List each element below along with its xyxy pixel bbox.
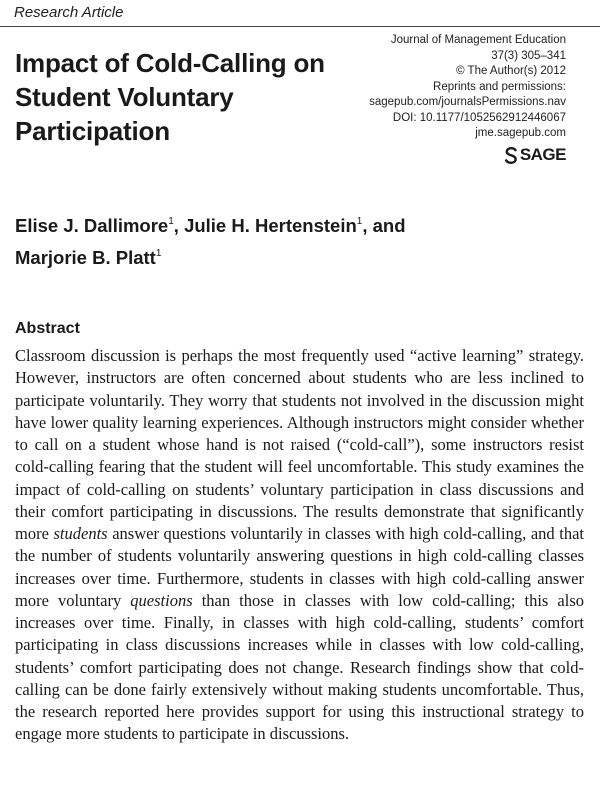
reprints-link[interactable]: sagepub.com/journalsPermissions.nav bbox=[369, 96, 566, 108]
section-label: Research Article bbox=[14, 4, 124, 21]
abstract-segment: answer questions voluntarily in classes with high cold-calling, and that the number of students voluntarily answering questions in high cold-calling classes increases over time. Furthermore, students in classes with high cold-calling answer more voluntary bbox=[15, 524, 584, 610]
header-rule bbox=[0, 26, 600, 27]
journal-metadata bbox=[336, 33, 566, 142]
sage-wordmark: SAGE bbox=[519, 145, 566, 164]
author-separator: , and bbox=[362, 215, 406, 236]
abstract-text bbox=[15, 345, 584, 746]
author-list bbox=[15, 208, 575, 272]
publisher-logo bbox=[504, 145, 566, 165]
abstract-segment: than those in classes with low cold-calling; this also increases over time. Finally, in classes with high cold-calling, students’ comfort participating in class discussions increases while in classes with low cold-calling, students’ comfort participating does not change. Research findings show that cold-calling can be done fairly extensively without making students uncomfortable. Thus, the research reported here provides support for using this instructional strategy to engage more students to participate in discussions. bbox=[15, 590, 585, 744]
journal-volume-pages: 37(3) 305–341 bbox=[491, 49, 566, 62]
author-name: Julie H. Hertenstein bbox=[184, 215, 357, 236]
journal-copyright: © The Author(s) 2012 bbox=[456, 65, 566, 77]
sage-s-mark-icon bbox=[504, 147, 518, 164]
abstract-segment: Classroom discussion is perhaps the most frequently used “active learning” strategy. However, instructors are often concerned about students who are less inclined to participate voluntarily. They worry that students not involved in the discussion might have lower quality learning experiences. Although instructors might consider whether to call on a student whose hand is not raised (“cold-call”), some instructors resist cold-calling fearing that the student will feel uncomfortable. This study examines the impact of cold-calling on students’ voluntary participation in class discussions and their comfort participating in discussions. The results demonstrate that significantly more bbox=[15, 346, 584, 543]
abstract-emphasis: questions bbox=[130, 590, 193, 610]
author-affiliation: 1 bbox=[356, 216, 363, 227]
author-affiliation: 1 bbox=[168, 216, 174, 227]
author-name: Elise J. Dallimore bbox=[15, 215, 169, 236]
author-separator: , bbox=[173, 215, 185, 236]
abstract-heading: Abstract bbox=[15, 320, 80, 337]
author-name: Marjorie B. Platt bbox=[15, 247, 156, 268]
journal-site-link[interactable]: jme.sagepub.com bbox=[475, 127, 566, 139]
author-affiliation: 1 bbox=[155, 248, 162, 259]
reprints-label: Reprints and permissions: bbox=[433, 80, 566, 93]
abstract-emphasis: students bbox=[53, 524, 108, 543]
article-title: Impact of Cold-Calling on Student Voluntary Participation bbox=[15, 48, 325, 146]
article-doi[interactable]: DOI: 10.1177/1052562912446067 bbox=[392, 111, 566, 124]
journal-name: Journal of Management Education bbox=[390, 34, 566, 46]
